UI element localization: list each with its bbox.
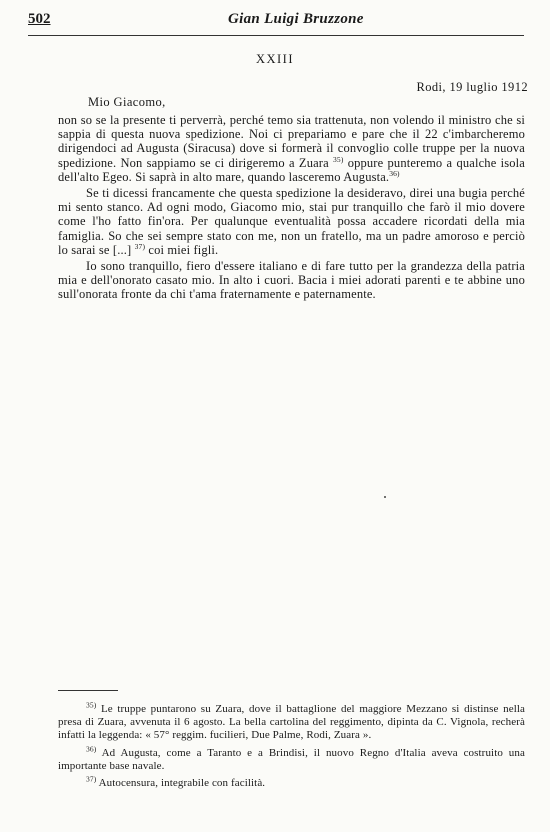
footnote-36 (58, 743, 525, 773)
footnote-mark: 35) (86, 700, 97, 710)
paragraph-2 (58, 186, 525, 257)
letter-body (58, 113, 525, 302)
paragraph-1-text-b: oppure punteremo a qualche isola dell'alto Egeo. Si saprà in alto mare, quando lasceremo Augusta. (58, 155, 525, 184)
footnote-mark: 36) (86, 743, 97, 753)
letter-salutation: Mio Giacomo, (88, 95, 166, 109)
footnote-mark: 37) (86, 774, 97, 784)
footnote-text: Ad Augusta, come a Taranto e a Brindisi, il nuovo Regno d'Italia aveva costruito una importante base navale. (58, 746, 525, 772)
page-number: 502 (28, 11, 51, 27)
footnote-text: Le truppe puntarono su Zuara, dove il battaglione del maggiore Mezzano si distinse nella presa di Zuara, avvenuta il 6 agosto. La bella cartolina del reggimento, dipinta da C. Vignola, recherà infatti la leggenda: « 57° reggim. fucilieri, Due Palme, Rodi, Zuara ». (58, 703, 525, 742)
paragraph-1-text-a: non so se la presente ti perverrà, perché temo sia trattenuta, non volendo il ministro che si sappia di questa nuova spedizione. Noi ci prepariamo e pare che il 22 c'imbarcheremo dirigendoci ad Augusta (Siracusa) dove si formerà il convoglio colle truppe per la nuova spedizione. Non sappiamo se ci dirigeremo a Zuara (58, 113, 525, 170)
footnote-35 (58, 700, 525, 743)
footnotes (58, 700, 525, 794)
paragraph-2-text-a: Se ti dicessi francamente che questa spedizione la desideravo, direi una bugia perché mi sento stanco. Ad ogni modo, Giacomo mio, stai pur tranquillo che farò il mio dovere come l'ho fatto fin'ora. Per qualunque eventualità possa accadere ricordati della mia famiglia. So che sei sempre stato con me, non un fratello, ma un padre amoroso e perciò lo sarai se [...] (58, 186, 525, 257)
footnote-ref-37: 37) (134, 241, 146, 251)
footnote-ref-35: 35) (333, 154, 344, 164)
running-head-author: Gian Luigi Bruzzone (228, 11, 364, 27)
footnote-text: Autocensura, integrabile con facilità. (98, 777, 266, 790)
letter-dateline: Rodi, 19 luglio 1912 (416, 80, 528, 94)
paragraph-3: Io sono tranquillo, fiero d'essere italiano e di fare tutto per la grandezza della patria mia e dell'onorato casato mio. In alto i cuori. Bacia i miei adorati parenti e te abbine uno sull'onorata fronte da chi t'ama fraternamente e paternamente. (58, 259, 525, 302)
footnote-ref-36: 36) (389, 168, 400, 178)
scan-speck (384, 496, 386, 498)
paragraph-1 (58, 113, 525, 184)
running-header (28, 7, 524, 36)
paragraph-2-text-b: coi miei figli. (148, 242, 219, 257)
footnote-37 (58, 774, 525, 790)
footnote-rule (58, 690, 118, 691)
letter-number: XXIII (255, 52, 295, 66)
